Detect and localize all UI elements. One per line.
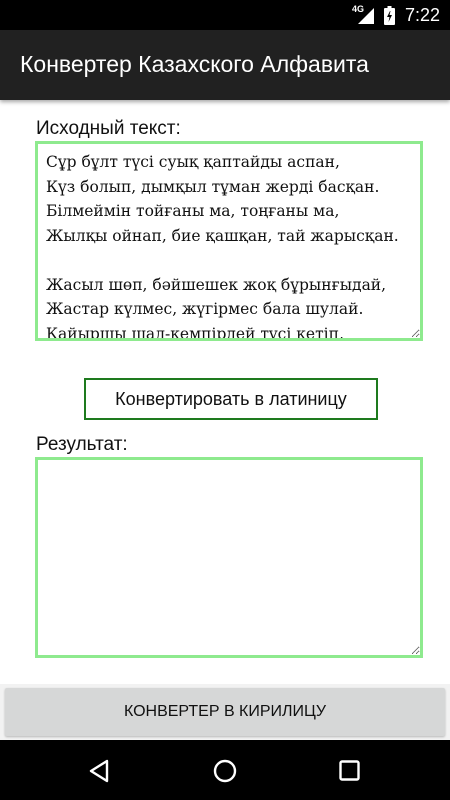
result-label: Результат: [36, 434, 128, 455]
home-icon[interactable] [213, 759, 237, 783]
clock: 7:22 [404, 5, 440, 25]
convert-to-cyrillic-button[interactable]: КОНВЕРТЕР В КИРИЛИЦУ [5, 688, 445, 736]
source-text-input[interactable] [35, 141, 423, 341]
battery-charging-icon [384, 6, 395, 25]
back-icon[interactable] [88, 759, 110, 783]
source-label: Исходный текст: [36, 118, 181, 139]
recents-icon[interactable] [339, 760, 360, 781]
result-text-output[interactable] [35, 457, 423, 658]
status-bar [0, 0, 450, 30]
convert-to-latin-button[interactable]: Конвертировать в латиницу [84, 378, 378, 420]
navigation-bar [0, 740, 450, 800]
app-bar [0, 30, 450, 100]
network-type: 4G [352, 4, 365, 14]
app-title: Конвертер Казахского Алфавита [20, 51, 369, 77]
signal-icon [358, 8, 374, 24]
